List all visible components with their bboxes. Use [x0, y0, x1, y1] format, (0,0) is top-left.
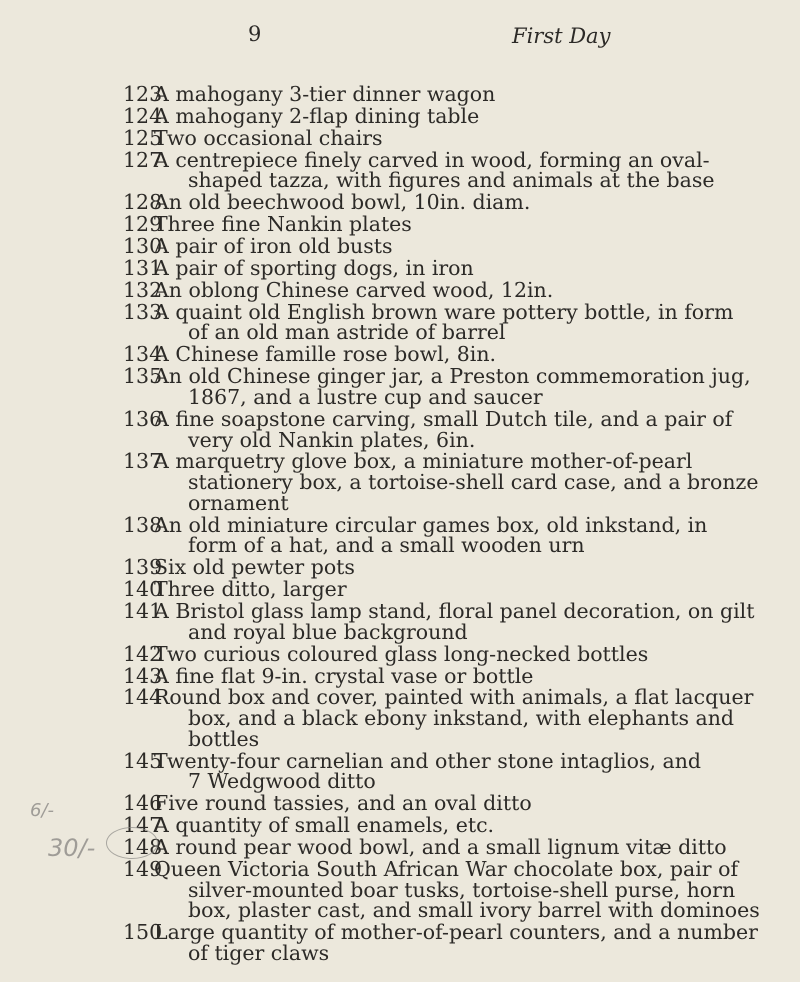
- lot-number: [0, 599, 163, 624]
- lot-row: [0, 601, 800, 642]
- lot-number: [0, 813, 163, 838]
- lot-description-line: Round box and cover, painted with animals, a flat lacquer: [154, 685, 754, 710]
- lot-number-text: 145: [123, 748, 163, 773]
- lot-number-text: 141: [123, 599, 163, 624]
- lot-number-text: 124: [123, 103, 163, 128]
- lot-number: [0, 147, 163, 172]
- lot-number-text: 129: [123, 212, 163, 237]
- lot-description: [154, 793, 680, 814]
- lot-number: [0, 857, 163, 881]
- lot-number-text: 132: [123, 277, 163, 302]
- lot-description-line: stationery box, a tortoise-shell card case, and a bronze: [188, 470, 759, 495]
- lot-description: [154, 599, 755, 644]
- lot-description-line: A round pear wood bowl, and a small lignum vitæ ditto: [154, 835, 727, 860]
- lot-description: [154, 449, 759, 515]
- lot-number-text: 131: [123, 255, 163, 280]
- lot-description: [154, 364, 751, 409]
- lot-description-line: A Bristol glass lamp stand, floral panel decoration, on gilt: [154, 599, 755, 624]
- lot-row: [0, 579, 800, 600]
- lot-description: [154, 125, 680, 150]
- lot-description-line: very old Nankin plates, 6in.: [188, 427, 476, 452]
- lot-number-text: 150: [123, 920, 163, 945]
- lot-row: [0, 192, 800, 213]
- lot-description: [154, 512, 708, 558]
- lot-number: [0, 641, 163, 666]
- lot-description-line: Five round tassies, and an oval ditto: [154, 791, 532, 816]
- lot-row: [0, 922, 800, 963]
- lot-number: [0, 364, 163, 389]
- lot-number: [0, 82, 163, 106]
- lot-number: [0, 748, 163, 773]
- lot-description-line: form of a hat, and a small wooden urn: [188, 533, 585, 558]
- lot-description: [154, 84, 680, 105]
- lot-description-line: A Chinese famille rose bowl, 8in.: [154, 342, 497, 367]
- lot-number-text: 149: [123, 857, 163, 881]
- lot-number-text: 136: [123, 406, 163, 431]
- lot-description-line: box, plaster cast, and small ivory barrel with dominoes: [188, 898, 760, 923]
- lot-number-text: 135: [123, 364, 163, 389]
- lot-number: [0, 555, 163, 580]
- lot-number-text: 139: [123, 555, 163, 580]
- lot-description-line: shaped tazza, with figures and animals at the base: [188, 168, 715, 193]
- lot-description-line: bottles: [188, 726, 260, 751]
- lot-description-line: Two occasional chairs: [154, 125, 383, 150]
- lot-description-line: Two curious coloured glass long-necked bottles: [154, 641, 649, 666]
- lot-number-text: 147: [123, 813, 163, 838]
- lot-number: [0, 449, 163, 474]
- lot-row: [0, 214, 800, 235]
- page-header: [0, 22, 800, 52]
- lot-number: [0, 920, 163, 945]
- lot-number: [0, 577, 163, 602]
- lot-description: [154, 857, 760, 923]
- lot-number: [0, 103, 163, 128]
- lot-row: [0, 236, 800, 257]
- lot-number-text: 143: [123, 663, 163, 688]
- lot-description: [154, 277, 680, 302]
- lot-description-line: A mahogany 3-tier dinner wagon: [154, 82, 496, 106]
- lot-number: [0, 342, 163, 367]
- lot-description: [154, 835, 727, 860]
- lot-description-line: An old miniature circular games box, old inkstand, in: [154, 512, 708, 537]
- lot-number-text: 140: [123, 577, 163, 602]
- lot-row: [0, 366, 800, 407]
- lot-description-line: Queen Victoria South African War chocolate box, pair of: [154, 857, 739, 881]
- page-number: 9: [248, 22, 262, 46]
- lot-number: [0, 255, 163, 280]
- lot-row: [0, 687, 800, 749]
- lot-description-line: A quantity of small enamels, etc.: [154, 813, 495, 838]
- lot-description-line: Three ditto, larger: [154, 577, 347, 602]
- lot-row: [0, 859, 800, 921]
- lot-number-text: 134: [123, 342, 163, 367]
- lot-description-line: A marquetry glove box, a miniature mother-of-pearl: [154, 449, 693, 474]
- lot-row: [0, 344, 800, 365]
- lot-number-text: 123: [123, 82, 163, 106]
- lot-description: [154, 815, 680, 836]
- lot-description: [154, 236, 680, 257]
- lot-number-text: 130: [123, 234, 163, 259]
- lot-row: [0, 641, 800, 666]
- lot-number: [0, 299, 163, 324]
- lot-row: [0, 406, 800, 452]
- lot-row: [0, 748, 800, 794]
- lot-row: [0, 103, 800, 128]
- margin-annotation-small: 6/-: [30, 800, 55, 821]
- lot-description-line: of tiger claws: [188, 941, 330, 965]
- lot-row: [0, 512, 800, 558]
- lot-description-line: Six old pewter pots: [154, 555, 355, 580]
- lot-description-line: Three fine Nankin plates: [154, 212, 412, 237]
- lot-number: [0, 212, 163, 237]
- lot-number: [0, 685, 163, 710]
- lot-description: [154, 920, 758, 965]
- lot-description-line: An old beechwood bowl, 10in. diam.: [154, 190, 531, 215]
- lot-number: [0, 406, 163, 431]
- lot-row: [0, 299, 800, 345]
- lot-description-line: A fine soapstone carving, small Dutch tile, and a pair of: [154, 406, 733, 431]
- lot-description-line: A mahogany 2-flap dining table: [154, 103, 480, 128]
- lot-description-line: of an old man astride of barrel: [188, 320, 506, 345]
- lot-description: [154, 406, 733, 452]
- lot-number-text: 138: [123, 512, 163, 537]
- lot-row: [0, 557, 800, 578]
- lot-description: [154, 748, 702, 794]
- lot-row: [0, 125, 800, 150]
- lot-description-line: An old Chinese ginger jar, a Preston commemoration jug,: [154, 364, 751, 389]
- lot-description-line: A quaint old English brown ware pottery bottle, in form: [154, 299, 734, 324]
- lot-description-line: Large quantity of mother-of-pearl counters, and a number: [154, 920, 758, 945]
- circled-lot-number-mark: [106, 827, 158, 859]
- lot-number: [0, 190, 163, 215]
- lot-row: [0, 793, 800, 814]
- lot-description: [154, 299, 734, 345]
- lot-number-text: 128: [123, 190, 163, 215]
- lot-description-line: 7 Wedgwood ditto: [188, 769, 376, 794]
- lot-number-text: 133: [123, 299, 163, 324]
- lot-number-text: 127: [123, 147, 163, 172]
- lot-number-text: 144: [123, 685, 163, 710]
- lot-description: [154, 255, 680, 280]
- lot-number-text: 142: [123, 641, 163, 666]
- running-title: First Day: [512, 24, 611, 48]
- lot-description-line: A pair of iron old busts: [154, 234, 393, 259]
- lot-number: [0, 234, 163, 259]
- lot-number: [0, 663, 163, 688]
- lot-description: [154, 579, 680, 600]
- lot-row: [0, 147, 800, 193]
- lot-description: [154, 147, 715, 193]
- lot-number-text: 148: [123, 835, 163, 860]
- lot-description: [154, 192, 680, 213]
- lot-description-line: and royal blue background: [188, 619, 468, 644]
- lot-description-line: silver-mounted boar tusks, tortoise-shell purse, horn: [188, 877, 736, 902]
- lot-description-line: An oblong Chinese carved wood, 12in.: [154, 277, 554, 302]
- lot-row: [0, 277, 800, 302]
- lot-number: [0, 512, 163, 537]
- lot-number-text: 137: [123, 449, 163, 474]
- lot-row: [0, 451, 800, 513]
- lot-description: [154, 344, 680, 365]
- lot-number: [0, 125, 163, 150]
- lot-description-line: 1867, and a lustre cup and saucer: [188, 384, 543, 409]
- lot-number-text: 125: [123, 125, 163, 150]
- lot-row: [0, 84, 800, 105]
- lot-description: [154, 641, 680, 666]
- lot-number: [0, 277, 163, 302]
- lot-description-line: box, and a black ebony inkstand, with elephants and: [188, 706, 735, 731]
- lot-description-line: A centrepiece finely carved in wood, forming an oval-: [154, 147, 710, 172]
- lot-description: [154, 685, 754, 751]
- lot-number: [0, 791, 163, 816]
- lot-description-line: Twenty-four carnelian and other stone intaglios, and: [154, 748, 702, 773]
- lot-description-line: A fine flat 9-in. crystal vase or bottle: [154, 663, 534, 688]
- lot-description: [154, 103, 680, 128]
- lot-description-line: A pair of sporting dogs, in iron: [154, 255, 474, 280]
- margin-annotation-lot-146: 30/-: [48, 834, 96, 862]
- lot-description: [154, 663, 680, 688]
- lot-description-line: ornament: [188, 490, 289, 515]
- lot-description: [154, 214, 680, 235]
- lot-row: [0, 255, 800, 280]
- lot-description: [154, 557, 680, 578]
- lot-row: [0, 663, 800, 688]
- lot-number-text: 146: [123, 791, 163, 816]
